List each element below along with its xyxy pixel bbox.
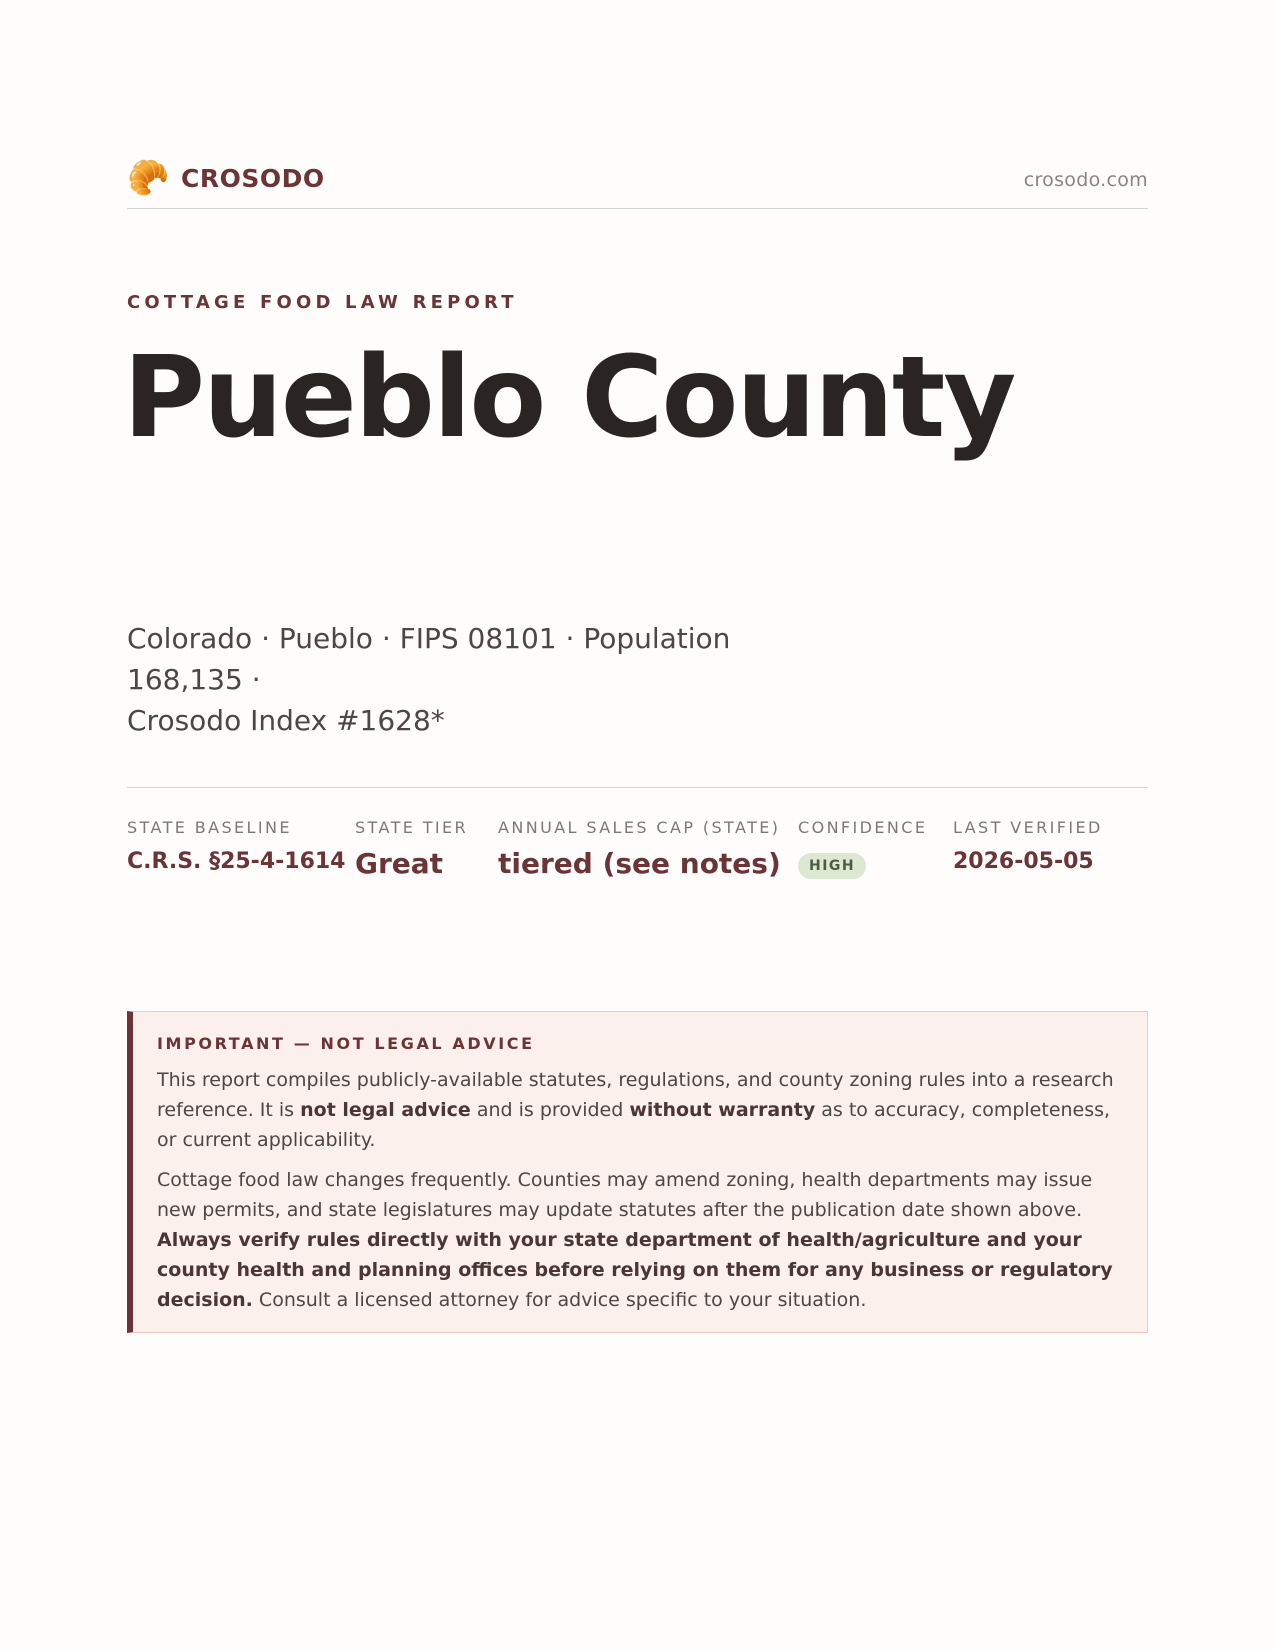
stat-label: STATE TIER [355,818,469,837]
stat-value: C.R.S. §25-4-1614 [127,849,346,874]
croissant-icon: 🥐 [127,158,170,198]
stat-state-tier [355,818,468,880]
stat-annual-sales-cap [498,818,781,880]
report-subtitle [127,618,847,741]
notice-text: This report compiles publicly-available statutes, regulations, and county zoning rules into a research reference. It is [157,1069,1114,1121]
page-title: Pueblo County [123,333,1015,463]
stat-value: tiered (see notes) [498,847,781,880]
stat-state-baseline [127,818,346,874]
notice-emphasis: not legal advice [300,1099,471,1121]
page-header [127,158,1148,209]
notice-emphasis: Always verify rules directly with your state department of health/agriculture and your county health and planning offices before relying on them for any business or regulatory decision. [157,1229,1113,1311]
stat-confidence [798,818,927,879]
brand [127,160,325,196]
notice-heading: IMPORTANT — NOT LEGAL ADVICE [157,1034,535,1053]
stat-value: 2026-05-05 [953,849,1094,874]
stat-value: Great [355,847,444,880]
report-eyebrow: COTTAGE FOOD LAW REPORT [127,292,518,313]
notice-paragraph-2 [157,1165,1121,1315]
stat-label: CONFIDENCE [798,818,928,837]
subtitle-line-1: Colorado · Pueblo · FIPS 08101 · Population 168,135 · [127,622,731,696]
stats-divider [127,787,1148,788]
stat-last-verified [953,818,1103,874]
notice-text: Cottage food law changes frequently. Counties may amend zoning, health departments may issue new permits, and state legislatures may update statutes after the publication date shown above. [157,1169,1093,1221]
stat-label: ANNUAL SALES CAP (STATE) [498,818,781,837]
site-url: crosodo.com [1023,169,1148,191]
stat-label: LAST VERIFIED [953,818,1103,837]
confidence-badge: HIGH [798,853,866,879]
notice-emphasis: without warranty [629,1099,816,1121]
stat-label: STATE BASELINE [127,818,292,837]
subtitle-line-2: Crosodo Index #1628* [127,704,445,737]
notice-text: and is provided [470,1099,630,1121]
brand-name: CROSODO [181,163,325,193]
notice-paragraph-1 [157,1065,1121,1155]
notice-text: Consult a licensed attorney for advice specific to your situation. [252,1289,867,1311]
legal-notice [127,1011,1148,1333]
notice-text: as to accuracy, completeness, or current applicability. [157,1099,1111,1151]
